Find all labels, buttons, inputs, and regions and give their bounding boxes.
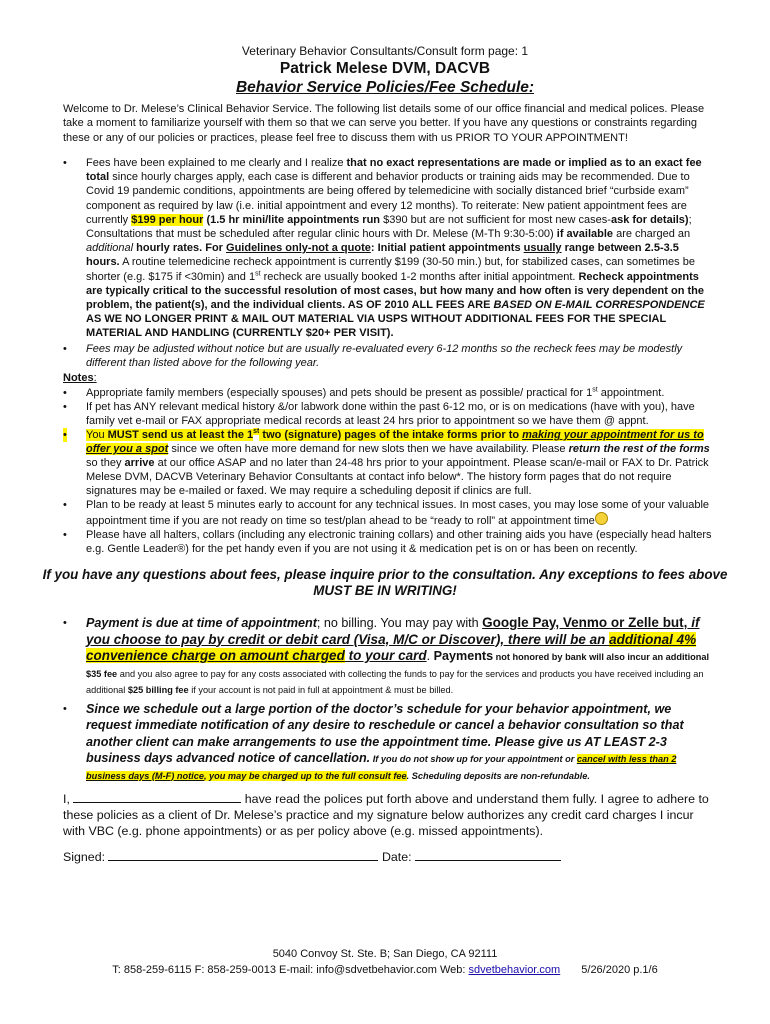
superscript: st xyxy=(592,386,598,394)
text-run: Fees have been explained to me clearly and I realize xyxy=(86,157,347,169)
text-run: Recheck appointments are typically critical to the successful resolution of most cases, but how many and how often is very dependent on the problem, the patient(s), and the individual clients. AS OF 2010 ALL FEES ARE xyxy=(86,270,704,312)
superscript: st xyxy=(253,428,260,436)
footer-contact xyxy=(0,964,770,976)
text-run: return the rest of the forms xyxy=(568,443,710,455)
text-run: since hourly charges apply, each case is different and behavior products or training aids may be recommended. Due to Covid 19 pandemic conditions, appointments are being offered by telemedicine with socially distanced brief “curbside exam” component as required by law (i.e. initial appointment and every 12 months). To reiterate: New patient appointment fees are currently xyxy=(86,171,690,226)
text-run: to your card xyxy=(344,648,427,663)
text-run: since we often have more demand for new slots then we have availability. Please xyxy=(168,443,569,455)
text-run: usually xyxy=(523,242,562,255)
text-run: : Initial patient appointments xyxy=(370,242,524,255)
text-run: so they xyxy=(86,457,125,469)
note-item xyxy=(63,528,713,556)
text-run: if your account is not paid in full at appointment & must be billed. xyxy=(188,685,454,695)
note-item xyxy=(63,386,713,400)
bullet-icon: • xyxy=(63,342,67,355)
text-run: A routine telemedicine recheck appointment is currently $199 (30-50 min.) but, for stabilized cases, can sometimes be shorter (e.g. $175 if <30min) and 1 xyxy=(86,256,695,283)
text-run: if available xyxy=(556,228,614,241)
bullet-icon: • xyxy=(63,617,67,629)
text-run: arrive xyxy=(124,457,155,469)
text-run: Google Pay, Venmo or Zelle but, xyxy=(482,615,688,630)
note-item xyxy=(63,400,713,428)
text-run: . Scheduling deposits are non-refundable. xyxy=(406,770,590,781)
notes-heading-text: Notes xyxy=(63,372,94,384)
notes-list xyxy=(63,386,713,556)
signature-row xyxy=(63,848,561,864)
client-name-field[interactable] xyxy=(73,790,241,803)
text-run: that no exact representations are made or implied as to an exact fee total xyxy=(86,157,702,184)
text-run: appointment. xyxy=(597,387,665,399)
text-run: are charged an xyxy=(613,228,691,241)
text-run: $25 billing fee xyxy=(127,685,189,695)
page-number: 5/26/2020 p.1/6 xyxy=(581,964,658,976)
bullet-icon: • xyxy=(63,499,67,511)
text-run: ; Consultations that must be scheduled after regular clinic hours with Dr. Melese (M-Th 9:30-5:00) xyxy=(86,213,692,241)
text-run: Payment is due at time of appointment xyxy=(86,616,317,630)
note-item xyxy=(63,428,713,498)
smiley-icon xyxy=(595,512,608,525)
bullet-icon: • xyxy=(63,387,67,399)
text-run: Payments xyxy=(433,649,494,663)
text-run: ; no billing. You may pay with xyxy=(316,616,483,630)
fees-questions-notice: If you have any questions about fees, please inquire prior to the consultation. Any exceptions to fees above MUST BE IN WRITING! xyxy=(42,567,728,598)
bullet-icon: • xyxy=(63,529,67,541)
form-page-header: Veterinary Behavior Consultants/Consult form page: 1 xyxy=(241,44,529,58)
text-run: range between 2.5-3.5 hours. xyxy=(86,242,679,269)
signed-label: Signed: xyxy=(63,850,106,864)
text-run: have read the polices put forth above and understand them fully. I agree to adhere to these policies as a client of Dr. Melese’s practice and my signature below authorizes any credit card charges I incur with VBC (e.g. phone appointments) or as per policy above (e.g. missed appointments). xyxy=(63,792,709,838)
text-run: Since we schedule out a large portion of the doctor’s schedule for your behavior appointment, we request immediate notification of any desire to reschedule or cancel a behavior consultation so that another client can make arrangements to use the appointment time. Please give us AT LEAST 2-3 business days advanced notice of cancellation. xyxy=(86,701,684,765)
bullet-icon: • xyxy=(63,157,67,169)
text-run: not honored by bank will also incur an additional $35 fee xyxy=(86,652,710,679)
text-run: cancel with less than 2 business days (M-F) notice xyxy=(86,754,677,781)
bullet-icon: • xyxy=(63,429,67,441)
text-run: . xyxy=(426,649,434,663)
text-run: two (signature) pages of the intake forms prior to xyxy=(259,429,523,441)
welcome-paragraph: Welcome to Dr. Melese’s Clinical Behavior Service. The following list details some of our office financial and medical polices. Please take a moment to familiarize yourself with them so that we can serve you better. If you have any questions or constraints regarding these or any of our policies or practices, please feel free to discuss them with us PRIOR TO YOUR APPOINTMENT! xyxy=(63,103,705,144)
text-run: Guidelines only-not a quote xyxy=(226,242,371,255)
text-run: Fees may be adjusted without notice but are usually re-evaluated every 6-12 months so the recheck fees may be modestly different than listed above for the following year. xyxy=(86,342,683,369)
text-run: If you do not show up for your appointment or xyxy=(370,754,577,764)
policies-title: Behavior Service Policies/Fee Schedule: xyxy=(235,79,535,96)
text-run: Appropriate family members (especially spouses) and pets should be present as possible/ practical for 1 xyxy=(86,387,593,399)
text-run: and you also agree to pay for any costs associated with collecting the funds to pay for the services and products you have received including an additional xyxy=(86,668,704,695)
payment-policy-list xyxy=(63,615,713,783)
text-run: BASED ON E-MAIL CORRESPONDENCE xyxy=(493,299,705,312)
text-run: $390 but are not sufficient for most new cases- xyxy=(380,213,611,226)
text-run: hourly rates. For xyxy=(133,242,227,255)
cancellation-bullet xyxy=(63,701,713,784)
notes-heading xyxy=(63,372,97,384)
text-run: if you choose to pay by credit or debit card (Visa, M/C or Discover), there will be an xyxy=(86,615,700,647)
date-label: Date: xyxy=(381,850,412,864)
text-run: You xyxy=(86,429,108,441)
footer-contact-text: T: 858-259-6115 F: 858-259-0013 E-mail: info@sdvetbehavior.com Web: xyxy=(112,964,469,976)
fees-adjusted-bullet xyxy=(63,342,713,370)
text-run: Please have all halters, collars (including any electronic training collars) and other training aids you have (especially head halters e.g. Gentle Leader®) for the pet handy even if you are not using it & medication pet is on or has been on recently. xyxy=(86,529,712,555)
agreement-paragraph xyxy=(63,790,713,839)
fees-explained-bullet xyxy=(63,156,713,341)
bullet-icon: • xyxy=(63,401,67,413)
text-run: recheck are usually booked 1-2 months after initial appointment. xyxy=(260,270,579,283)
text-run: AS WE NO LONGER PRINT & MAIL OUT MATERIAL VIA USPS WITHOUT ADDITIONAL FEES FOR THE SPECIAL MATERIAL AND HANDLING (CURRENTLY $20+ PER VISIT). xyxy=(86,313,666,340)
date-field[interactable] xyxy=(415,848,561,861)
text-run: Plan to be ready at least 5 minutes early to account for any technical issues. In most cases, you may lose some of your valuable appointment time if you are not ready on time so test/plan ahead to be “ready to roll” at appointment time xyxy=(86,499,710,527)
fees-bullet-list xyxy=(63,156,713,370)
superscript: st xyxy=(255,269,261,277)
text-run: making your appointment for us to offer you a spot xyxy=(86,429,704,455)
text-run: (1.5 hr mini/lite appointments run xyxy=(203,213,381,226)
payment-bullet xyxy=(63,615,713,698)
text-run: ask for details) xyxy=(610,213,689,226)
text-run: , you may be charged up to the full consult fee xyxy=(203,770,407,781)
bullet-icon: • xyxy=(63,702,67,715)
footer-address: 5040 Convoy St. Ste. B; San Diego, CA 92111 xyxy=(272,948,498,960)
text-run: MUST send us at least the 1 xyxy=(107,429,254,441)
doctor-name-title: Patrick Melese DVM, DACVB xyxy=(279,60,491,77)
text-run: additional xyxy=(86,242,134,255)
text-run: If pet has ANY relevant medical history &/or labwork done within the past 6-12 mo, or is on medications (have with you), have family vet e-mail or FAX appropriate medical records at least 24 hrs prior to appointment so we have them @ appnt. xyxy=(86,401,695,427)
convenience-charge-highlight: additional 4% convenience charge on amount charged xyxy=(86,631,697,663)
website-link[interactable]: sdvetbehavior.com xyxy=(468,964,561,976)
note-item xyxy=(63,498,713,528)
notes-heading-colon: : xyxy=(93,372,97,384)
new-patient-fee-highlight: $199 per hour xyxy=(131,213,204,226)
text-run: at our office ASAP and no later than 24-48 hrs prior to your appointment. Please scan/e-mail or FAX to Dr. Patrick Melese DVM, DACVB Veterinary Behavior Consultants at contact info below*. The history form pages that do not require signatures may be e-mailed or faxed. We may require a scheduling deposit if clinics are full. xyxy=(86,457,709,497)
signature-field[interactable] xyxy=(108,848,378,861)
text-run: I, xyxy=(63,792,70,806)
